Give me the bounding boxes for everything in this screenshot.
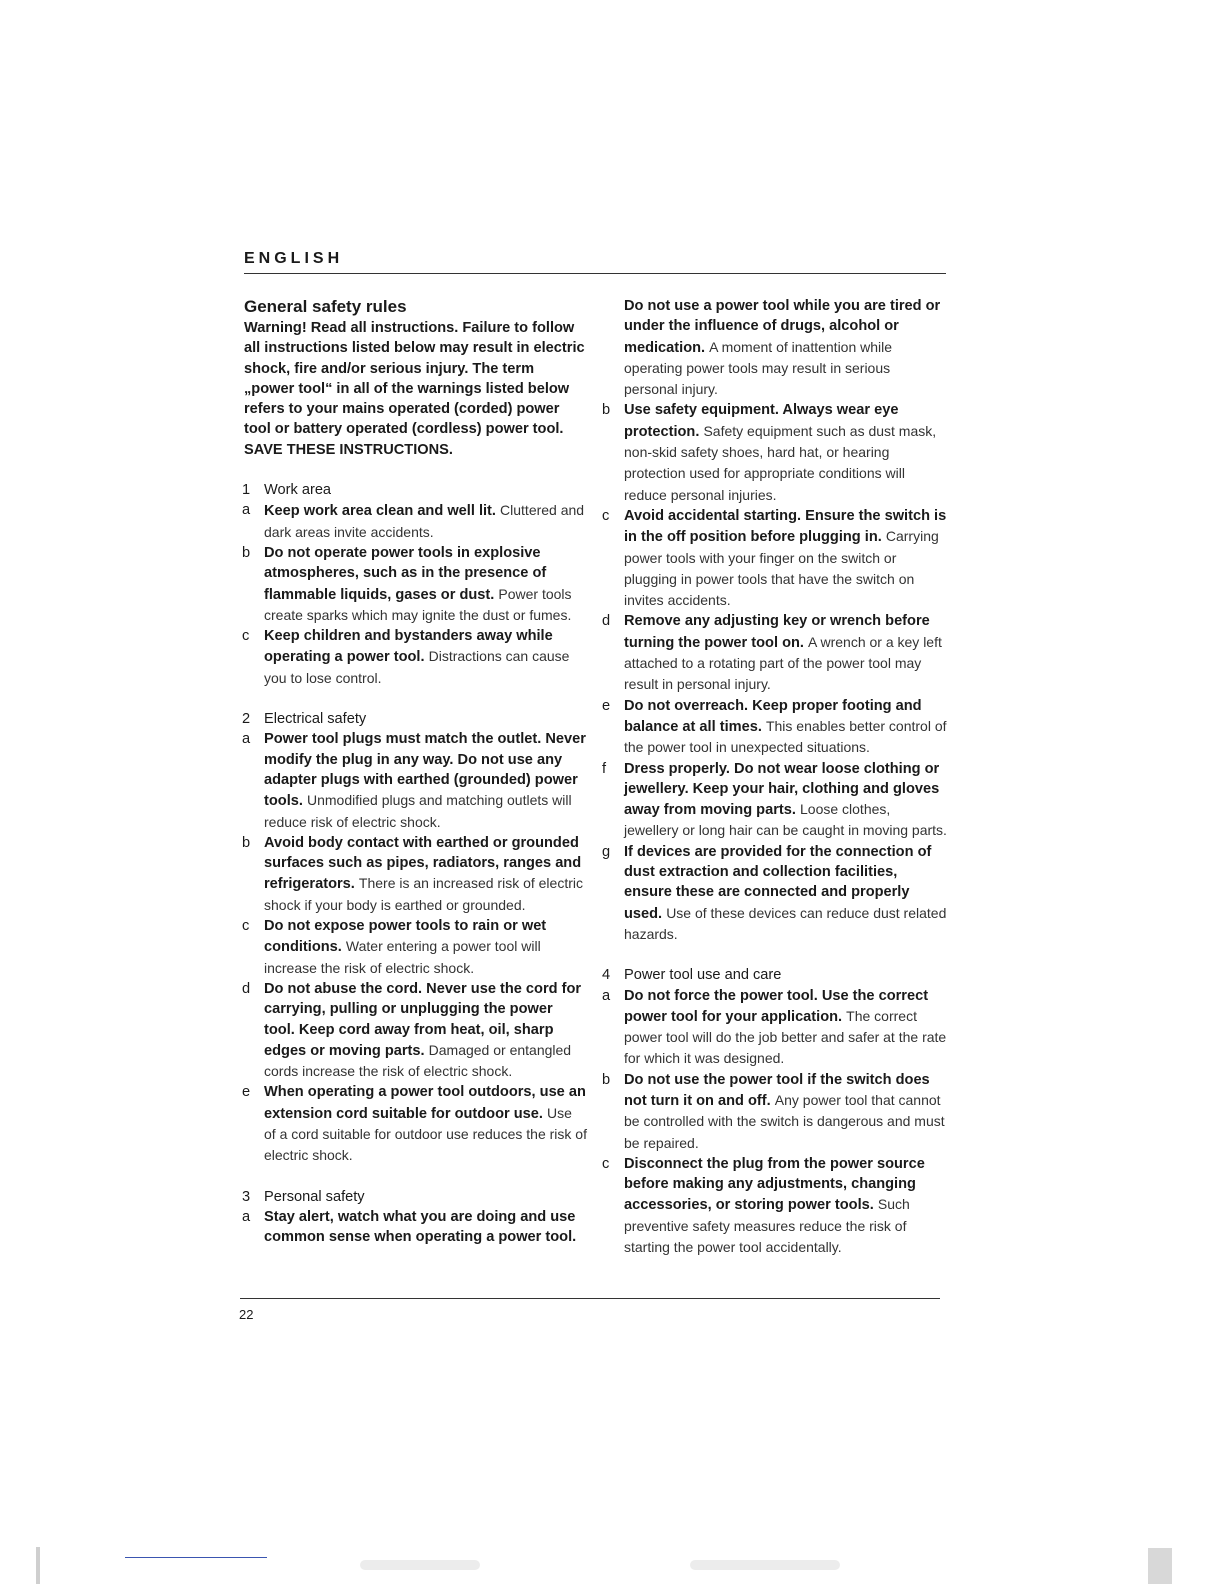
item-letter: b xyxy=(602,402,611,419)
section-number: 3 xyxy=(242,1188,251,1205)
list-item-continuation xyxy=(602,296,947,400)
item-bold-text: Do not overreach. Keep proper footing and balance at all times. xyxy=(624,697,922,735)
item-text: Loose clothes, jewellery or long hair can be caught in moving parts. xyxy=(624,801,947,839)
item-text: Safety equipment such as dust mask, non-skid safety shoes, hard hat, or hearing protection used for appropriate conditions will reduce personal injuries. xyxy=(624,422,937,503)
item-bold-text: When operating a power tool outdoors, use an extension cord suitable for outdoor use. xyxy=(264,1084,586,1122)
list-item xyxy=(602,986,947,1070)
item-text: A wrench or a key left attached to a rotating part of the power tool may result in personal injury. xyxy=(624,633,942,693)
item-bold-text: Keep children and bystanders away while operating a power tool. xyxy=(264,628,553,666)
item-bold-text: Avoid accidental starting. Ensure the switch is in the off position before plugging in. xyxy=(624,507,947,546)
scan-artifact xyxy=(36,1547,40,1584)
list-item xyxy=(242,916,587,979)
item-bold-text: Stay alert, watch what you are doing and use common sense when operating a power tool. xyxy=(264,1208,577,1246)
list-item xyxy=(602,759,947,842)
section-title: Power tool use and care xyxy=(624,967,782,984)
list-item xyxy=(242,1207,587,1248)
section-title-work-area xyxy=(242,480,587,500)
item-letter: c xyxy=(242,918,250,935)
item-text: This enables better control of the power tool in unexpected situations. xyxy=(624,717,947,756)
item-text: Carrying power tools with your finger on the switch or plugging in power tools that have the switch on invites accidents. xyxy=(624,528,939,609)
item-text: Water entering a power tool will increase the risk of electric shock. xyxy=(264,938,541,976)
item-bold-text: Do not expose power tools to rain or wet conditions. xyxy=(264,918,547,956)
item-text: Cluttered and dark areas invite accidents. xyxy=(264,502,585,540)
item-letter: f xyxy=(602,760,607,777)
item-text: Damaged or entangled cords increase the risk of electric shock. xyxy=(264,1041,572,1080)
list-item xyxy=(242,543,587,626)
list-item xyxy=(242,729,587,832)
item-letter: d xyxy=(602,613,611,630)
item-bold-text: Remove any adjusting key or wrench before turning the power tool on. xyxy=(624,613,930,651)
item-bold-text: Dress properly. Do not wear loose clothing or jewellery. Keep your hair, clothing and gloves away from moving parts. xyxy=(624,760,940,819)
item-bold-text: Do not use the power tool if the switch does not turn it on and off. xyxy=(624,1071,930,1109)
item-text: There is an increased risk of electric shock if your body is earthed or grounded. xyxy=(264,875,583,913)
section-number: 1 xyxy=(242,482,251,499)
list-item xyxy=(602,1154,947,1258)
item-letter: a xyxy=(242,1208,251,1225)
footer-rule xyxy=(240,1298,940,1299)
section-title-personal-safety xyxy=(242,1187,587,1207)
item-letter: b xyxy=(602,1071,611,1088)
item-text: Any power tool that cannot be controlled with the switch is dangerous and must be repaired. xyxy=(624,1091,945,1151)
scan-artifact xyxy=(690,1560,840,1570)
header-rule xyxy=(244,273,946,274)
item-letter: d xyxy=(242,980,251,997)
item-bold-text: Do not use a power tool while you are tired or under the influence of drugs, alcohol or medication. xyxy=(624,298,941,356)
list-item xyxy=(602,696,947,759)
save-instructions: SAVE THESE INSTRUCTIONS. xyxy=(244,441,453,458)
item-letter: e xyxy=(602,697,611,714)
item-letter: b xyxy=(242,544,251,561)
item-bold-text: Power tool plugs must match the outlet. Never modify the plug in any way. Do not use any adapter plugs with earthed (grounded) power tools. xyxy=(264,731,586,810)
scan-artifact xyxy=(125,1557,267,1558)
section-heading: General safety rules xyxy=(244,297,407,316)
item-text: Such preventive safety measures reduce the risk of starting the power tool accidentally. xyxy=(624,1196,910,1256)
item-text: A moment of inattention while operating power tools may result in serious personal injury. xyxy=(624,338,893,398)
list-item xyxy=(602,400,947,505)
item-bold-text: Keep work area clean and well lit. xyxy=(264,503,496,520)
list-item xyxy=(242,500,587,543)
item-text: Use of these devices can reduce dust related hazards. xyxy=(624,904,947,942)
item-bold-text: Do not abuse the cord. Never use the cord for carrying, pulling or unplugging the power tool. Keep cord away from heat, oil, sharp edges or moving parts. xyxy=(264,980,582,1059)
section-title: Work area xyxy=(264,482,332,499)
item-bold-text: Do not force the power tool. Use the correct power tool for your application. xyxy=(624,987,929,1025)
right-column xyxy=(602,296,947,1258)
list-item xyxy=(602,506,947,611)
item-letter: c xyxy=(242,628,250,645)
item-letter: a xyxy=(242,731,251,748)
item-letter: c xyxy=(602,507,610,524)
page-number: 22 xyxy=(239,1307,254,1322)
section-title-electrical-safety xyxy=(242,709,587,729)
item-bold-text: If devices are provided for the connection of dust extraction and collection facilities, ensure these are connected and properly used. xyxy=(624,843,932,922)
section-title: Electrical safety xyxy=(264,711,367,728)
list-item xyxy=(242,626,587,689)
item-bold-text: Use safety equipment. Always wear eye protection. xyxy=(624,402,899,440)
scan-artifact xyxy=(1148,1548,1172,1584)
item-text: Power tools create sparks which may ignite the dust or fumes. xyxy=(264,585,572,623)
scan-artifact xyxy=(360,1560,480,1570)
language-header: ENGLISH xyxy=(244,250,344,267)
item-letter: g xyxy=(602,843,611,860)
item-bold-text: Avoid body contact with earthed or grounded surfaces such as pipes, radiators, ranges and refrigerators. xyxy=(264,834,582,893)
warning-text: Warning! Read all instructions. Failure to follow all instructions listed below may result in electric shock, fire and/or serious injury. The term „power tool“ in all of the warnings listed below refers to your mains operated (corded) power tool or battery operated (cordless) power tool. xyxy=(244,320,585,438)
section-title-power-tool-use xyxy=(602,965,947,985)
item-bold-text: Do not operate power tools in explosive atmospheres, such as in the presence of flammable liquids, gases or dust. xyxy=(264,544,547,603)
item-text: Unmodified plugs and matching outlets will reduce risk of electric shock. xyxy=(264,792,572,830)
item-text: Distractions can cause you to lose control. xyxy=(264,648,570,686)
item-text: Use of a cord suitable for outdoor use reduces the risk of electric shock. xyxy=(264,1104,587,1164)
item-letter: a xyxy=(242,502,251,519)
warning-intro xyxy=(244,318,587,460)
section-number: 4 xyxy=(602,967,611,984)
list-item xyxy=(242,979,587,1082)
item-letter: c xyxy=(602,1155,610,1172)
section-title: Personal safety xyxy=(264,1188,365,1205)
item-letter: e xyxy=(242,1084,251,1101)
left-column xyxy=(242,296,587,1247)
list-item xyxy=(242,1082,587,1166)
item-bold-text: Disconnect the plug from the power source before making any adjustments, changing accessories, or storing power tools. xyxy=(624,1155,925,1214)
list-item xyxy=(602,1070,947,1154)
list-item xyxy=(242,833,587,916)
list-item xyxy=(602,611,947,695)
item-text: The correct power tool will do the job better and safer at the rate for which it was designed. xyxy=(624,1007,947,1067)
list-item xyxy=(602,842,947,945)
item-letter: b xyxy=(242,834,251,851)
item-letter: a xyxy=(602,987,611,1004)
section-number: 2 xyxy=(242,711,251,728)
